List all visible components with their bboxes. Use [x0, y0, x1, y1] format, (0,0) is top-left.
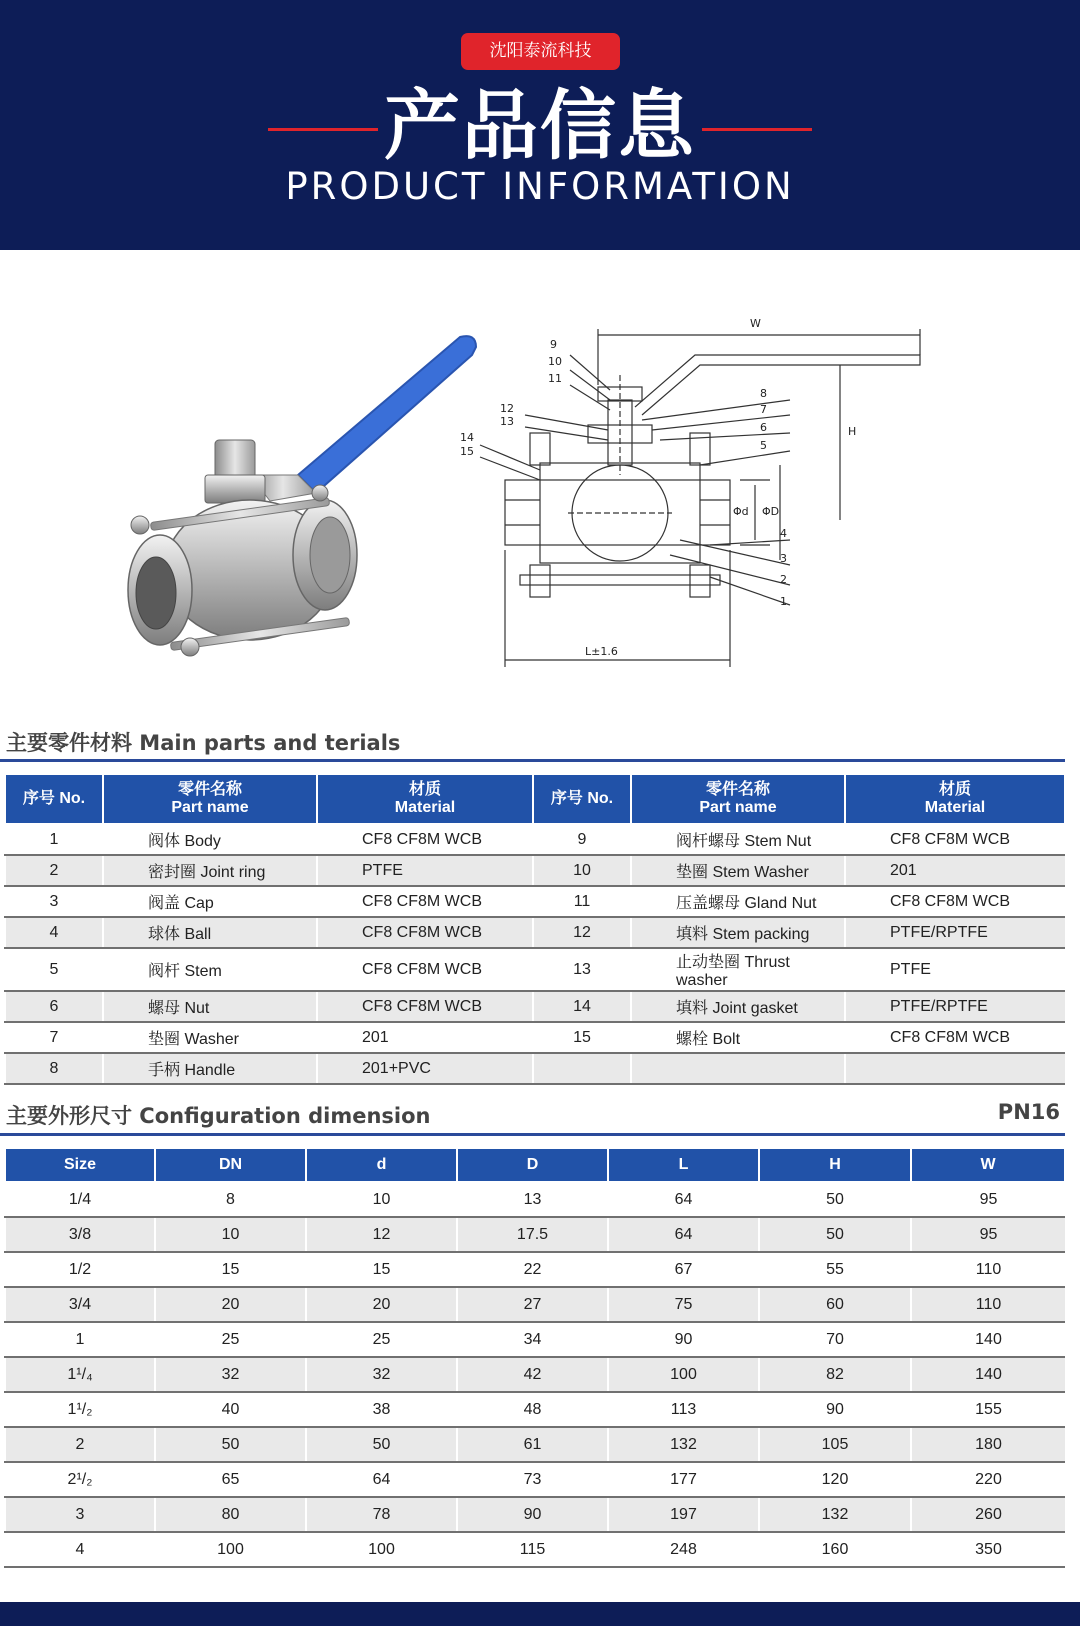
- dim-h-label: H: [848, 425, 857, 438]
- col-h: H: [759, 1148, 911, 1182]
- callout-4: 4: [780, 527, 787, 540]
- page-title-cn: 产品信息: [384, 81, 696, 170]
- dimension-table: [4, 1147, 1066, 1568]
- company-badge: 沈阳泰流科技: [461, 33, 620, 70]
- callout-15: 15: [460, 445, 474, 458]
- title-rule-right: [702, 128, 812, 131]
- parts-table: [4, 773, 1066, 1085]
- dims-table-header: [5, 1148, 1065, 1182]
- dims-section-rule: [0, 1133, 1065, 1136]
- col-part-name-2: 零件名称 Part name: [631, 774, 845, 824]
- col-no-2: 序号 No.: [533, 774, 631, 824]
- ball-valve-photo: [120, 325, 490, 685]
- dim-d-large-label: ΦD: [762, 505, 780, 518]
- col-no: 序号 No.: [5, 774, 103, 824]
- parts-section-rule: [0, 759, 1065, 762]
- table-row: 1 阀体 Body CF8 CF8M WCB 9 阀杆螺母 Stem Nut CF8 CF8M WCB: [5, 824, 1065, 855]
- table-row: 7 垫圈 Washer 201 15 螺栓 Bolt CF8 CF8M WCB: [5, 1022, 1065, 1053]
- handle-blue-grip: [298, 336, 476, 493]
- col-material-2: 材质 Material: [845, 774, 1065, 824]
- parts-section-title: 主要零件材料 Main parts and terials: [6, 731, 401, 755]
- table-row: 6 螺母 Nut CF8 CF8M WCB 14 填料 Joint gasket PTFE/RPTFE: [5, 991, 1065, 1022]
- callout-2: 2: [780, 573, 787, 586]
- table-row: 1/2 15 15 22 67 55 110: [5, 1252, 1065, 1287]
- table-row: 8 手柄 Handle 201+PVC: [5, 1053, 1065, 1084]
- table-row: 3 阀盖 Cap CF8 CF8M WCB 11 压盖螺母 Gland Nut CF8 CF8M WCB: [5, 886, 1065, 917]
- pipe-bore: [136, 557, 176, 629]
- valve-technical-drawing: [460, 315, 960, 695]
- table-row: 2 密封圈 Joint ring PTFE 10 垫圈 Stem Washer 201: [5, 855, 1065, 886]
- callout-11: 11: [548, 372, 562, 385]
- table-row: 4 100 100 115 248 160 350: [5, 1532, 1065, 1567]
- callout-9: 9: [550, 338, 557, 351]
- callout-6: 6: [760, 421, 767, 434]
- dim-d-small-label: Φd: [733, 505, 749, 518]
- col-size: Size: [5, 1148, 155, 1182]
- table-row: 1/4 8 10 13 64 50 95: [5, 1182, 1065, 1217]
- callout-3: 3: [780, 552, 787, 565]
- header-banner: [0, 0, 1080, 250]
- col-material: 材质 Material: [317, 774, 533, 824]
- table-row: 4 球体 Ball CF8 CF8M WCB 12 填料 Stem packing PTFE/RPTFE: [5, 917, 1065, 948]
- col-dn: DN: [155, 1148, 306, 1182]
- callout-10: 10: [548, 355, 562, 368]
- col-l: L: [608, 1148, 759, 1182]
- pressure-rating: PN16: [997, 1100, 1060, 1124]
- col-d-small: d: [306, 1148, 457, 1182]
- callout-5: 5: [760, 439, 767, 452]
- col-part-name: 零件名称 Part name: [103, 774, 317, 824]
- table-row: 1¹/₄ 32 32 42 100 82 140: [5, 1357, 1065, 1392]
- stem-nut: [215, 440, 255, 480]
- parts-table-header: [5, 774, 1065, 824]
- page-title-en: PRODUCT INFORMATION: [285, 165, 795, 208]
- callout-13: 13: [500, 415, 514, 428]
- dim-w-label: W: [750, 317, 761, 330]
- callout-14: 14: [460, 431, 474, 444]
- table-row: 3 80 78 90 197 132 260: [5, 1497, 1065, 1532]
- table-row: 1¹/₂ 40 38 48 113 90 155: [5, 1392, 1065, 1427]
- footer-bar: [0, 1602, 1080, 1626]
- dim-l-label: L±1.6: [585, 645, 618, 658]
- col-w: W: [911, 1148, 1065, 1182]
- callout-1: 1: [780, 595, 787, 608]
- table-row: 2¹/₂ 65 64 73 177 120 220: [5, 1462, 1065, 1497]
- table-row: 2 50 50 61 132 105 180: [5, 1427, 1065, 1462]
- table-row: 3/8 10 12 17.5 64 50 95: [5, 1217, 1065, 1252]
- callout-12: 12: [500, 402, 514, 415]
- callout-7: 7: [760, 403, 767, 416]
- table-row: 3/4 20 20 27 75 60 110: [5, 1287, 1065, 1322]
- table-row: 1 25 25 34 90 70 140: [5, 1322, 1065, 1357]
- callout-8: 8: [760, 387, 767, 400]
- table-row: 5 阀杆 Stem CF8 CF8M WCB 13 止动垫圈 Thrust washer PTFE: [5, 948, 1065, 991]
- col-d-large: D: [457, 1148, 608, 1182]
- dims-section-title: 主要外形尺寸 Configuration dimension: [6, 1104, 431, 1128]
